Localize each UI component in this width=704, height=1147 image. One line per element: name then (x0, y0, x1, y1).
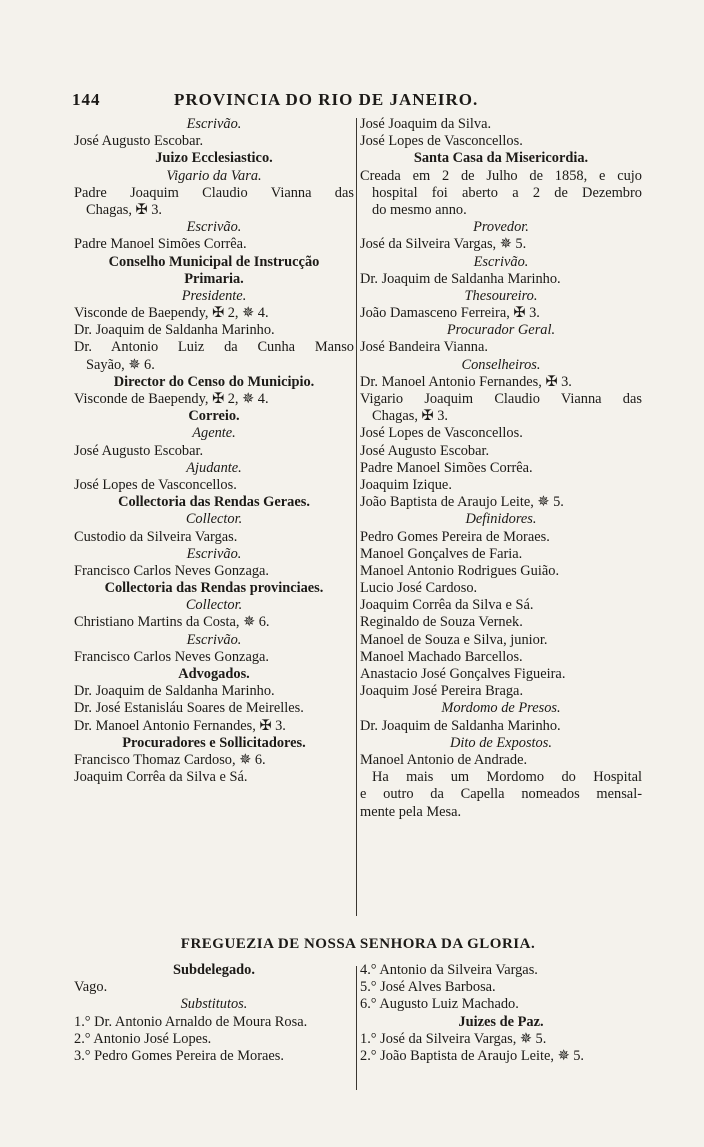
column-divider (356, 118, 357, 916)
section2-left-column (74, 962, 354, 1065)
text-line: Francisco Carlos Neves Gonzaga. (74, 562, 270, 579)
column-divider-2 (356, 966, 357, 1090)
page-number: 144 (72, 90, 101, 109)
text-line: José Bandeira Vianna. (360, 339, 488, 356)
text-line: Padre Joaquim Claudio Vianna das (74, 184, 354, 201)
text-line: Joaquim Corrêa da Silva e Sá. (74, 769, 248, 786)
text-line: Dr. Manoel Antonio Fernandes, ✠ 3. (360, 373, 572, 390)
text-line: e outro da Capella nomeados mensal- (360, 786, 642, 803)
text-line: Anastacio José Gonçalves Figueira. (360, 666, 566, 682)
text-line: Manoel Machado Barcellos. (360, 648, 523, 665)
text-line: Santa Casa da Misericordia. (413, 150, 589, 167)
text-line: Collectoria das Rendas provinciaes. (104, 580, 324, 597)
text-line: Manoel Gonçalves de Faria. (360, 545, 523, 562)
text-line: Definidores. (465, 511, 537, 528)
text-line: Thesoureiro. (464, 287, 538, 304)
text-line: 3.° Pedro Gomes Pereira de Moraes. (74, 1047, 284, 1064)
text-line: Visconde de Baependy, ✠ 2, ✵ 4. (74, 305, 269, 322)
left-column (74, 116, 354, 786)
text-line: Dr. Joaquim de Saldanha Marinho. (74, 683, 275, 700)
text-line: Escrivão. (186, 631, 242, 648)
text-line: Chagas, ✠ 3. (372, 408, 449, 425)
text-line: Vago. (74, 979, 108, 996)
text-line: Francisco Thomaz Cardoso, ✵ 6. (74, 751, 266, 768)
text-line: Chagas, ✠ 3. (86, 201, 163, 218)
text-line: Correio. (188, 408, 240, 425)
text-line: mente pela Mesa. (360, 803, 462, 820)
text-line: Creada em 2 de Julho de 1858, e cujo (360, 167, 642, 184)
text-line: José da Silveira Vargas, ✵ 5. (360, 236, 527, 253)
text-line: Padre Manoel Simões Corrêa. (360, 459, 533, 476)
text-line: Dr. Joaquim de Saldanha Marinho. (360, 717, 561, 734)
text-line: Subdelegado. (173, 962, 255, 978)
text-line: Mordomo de Presos. (441, 700, 561, 717)
text-line: Advogados. (178, 666, 250, 682)
text-line: José Augusto Escobar. (74, 442, 204, 459)
text-line: Procurador Geral. (446, 322, 556, 339)
right-column (360, 116, 642, 821)
text-line: Custodio da Silveira Vargas. (74, 528, 238, 545)
text-line: Collector. (185, 511, 243, 528)
text-line: Escrivão. (186, 116, 242, 132)
text-line: Escrivão. (186, 545, 242, 562)
text-line: do mesmo anno. (372, 201, 467, 218)
text-line: Provedor. (473, 219, 529, 236)
text-line: João Baptista de Araujo Leite, ✵ 5. (360, 494, 564, 511)
text-line: Joaquim Corrêa da Silva e Sá. (360, 597, 534, 614)
text-line: Procuradores e Sollicitadores. (122, 734, 306, 751)
running-title: PROVINCIA DO RIO DE JANEIRO. (174, 90, 479, 109)
text-line: Presidente. (181, 287, 247, 304)
text-line: Manoel Antonio de Andrade. (360, 751, 528, 768)
text-line: Conselho Municipal de Instrucção (108, 253, 320, 270)
text-line: José Joaquim da Silva. (360, 116, 492, 132)
text-line: Joaquim José Pereira Braga. (360, 683, 524, 700)
text-line: José Lopes de Vasconcellos. (74, 476, 237, 493)
text-line: Joaquim Izique. (360, 476, 452, 493)
text-line: 5.° José Alves Barbosa. (360, 979, 496, 996)
section2-right-column (360, 962, 642, 1065)
text-line: José Lopes de Vasconcellos. (360, 425, 523, 442)
section-title: FREGUEZIA DE NOSSA SENHORA DA GLORIA. (180, 936, 536, 952)
text-line: Dr. José Estanisláu Soares de Meirelles. (74, 700, 304, 717)
text-line: Reginaldo de Souza Vernek. (360, 614, 523, 631)
text-line: Sayão, ✵ 6. (86, 356, 155, 373)
text-line: Dr. Joaquim de Saldanha Marinho. (74, 322, 275, 339)
text-line: Director do Censo do Municipio. (113, 373, 315, 390)
text-line: Juizo Ecclesiastico. (155, 150, 273, 167)
text-line: José Augusto Escobar. (74, 133, 204, 150)
text-line: 2.° Antonio José Lopes. (74, 1030, 212, 1047)
text-line: Agente. (192, 425, 236, 442)
text-line: Conselheiros. (461, 356, 541, 373)
text-line: Manoel de Souza e Silva, junior. (360, 631, 548, 648)
text-line: Ajudante. (186, 459, 242, 476)
text-line: Primaria. (184, 270, 244, 287)
text-line: Christiano Martins da Costa, ✵ 6. (74, 614, 270, 631)
text-line: Vigario da Vara. (166, 167, 262, 184)
text-line: 1.° José da Silveira Vargas, ✵ 5. (360, 1030, 547, 1047)
text-line: Visconde de Baependy, ✠ 2, ✵ 4. (74, 391, 269, 407)
text-line: Padre Manoel Simões Corrêa. (74, 236, 247, 253)
text-line: Dr. Manoel Antonio Fernandes, ✠ 3. (74, 717, 286, 734)
text-line: Francisco Carlos Neves Gonzaga. (74, 648, 270, 665)
text-line: hospital foi aberto a 2 de Dezembro (372, 184, 642, 201)
text-line: Manoel Antonio Rodrigues Guião. (360, 562, 560, 579)
text-line: Ha mais um Mordomo do Hospital (372, 769, 642, 786)
text-line: Vigario Joaquim Claudio Vianna das (360, 391, 642, 407)
text-line: 4.° Antonio da Silveira Vargas. (360, 962, 538, 978)
text-line: Substitutos. (180, 996, 248, 1013)
text-line: Collectoria das Rendas Geraes. (118, 494, 310, 511)
text-line: Pedro Gomes Pereira de Moraes. (360, 528, 550, 545)
text-line: Juizes de Paz. (458, 1013, 544, 1030)
text-line: João Damasceno Ferreira, ✠ 3. (360, 305, 540, 322)
text-line: Collector. (185, 597, 243, 614)
text-line: José Lopes de Vasconcellos. (360, 133, 523, 150)
text-line: 1.° Dr. Antonio Arnaldo de Moura Rosa. (74, 1013, 308, 1030)
text-line: José Augusto Escobar. (360, 442, 490, 459)
text-line: Dr. Antonio Luiz da Cunha Manso (74, 339, 354, 356)
text-line: Lucio José Cardoso. (360, 580, 478, 597)
text-line: 6.° Augusto Luiz Machado. (360, 996, 519, 1013)
text-line: Dito de Expostos. (450, 734, 552, 751)
text-line: Escrivão. (186, 219, 242, 236)
text-line: 2.° João Baptista de Araujo Leite, ✵ 5. (360, 1047, 585, 1064)
text-line: Escrivão. (473, 253, 529, 270)
text-line: Dr. Joaquim de Saldanha Marinho. (360, 270, 561, 287)
